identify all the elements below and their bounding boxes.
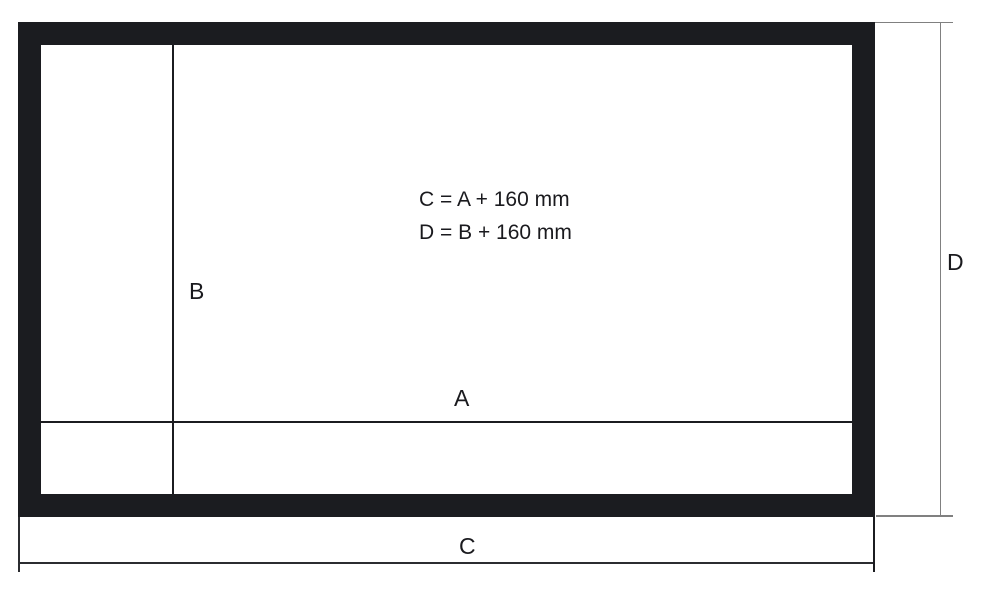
inner-width-line-a [41, 421, 852, 423]
formula-c: C = A + 160 mm [419, 188, 570, 211]
dim-d-tick-bottom [876, 515, 953, 517]
dim-d-line [940, 23, 941, 516]
label-b: B [189, 278, 205, 304]
screen-frame [18, 22, 875, 517]
dim-d-tick-top [875, 22, 953, 23]
label-a: A [454, 385, 470, 411]
dim-c-line [18, 562, 875, 564]
formula-block [419, 183, 572, 249]
formula-d: D = B + 160 mm [419, 221, 572, 244]
inner-height-line-b [172, 45, 174, 496]
label-d: D [947, 249, 964, 275]
label-c: C [459, 533, 476, 559]
dim-c-tick-right [873, 515, 875, 572]
